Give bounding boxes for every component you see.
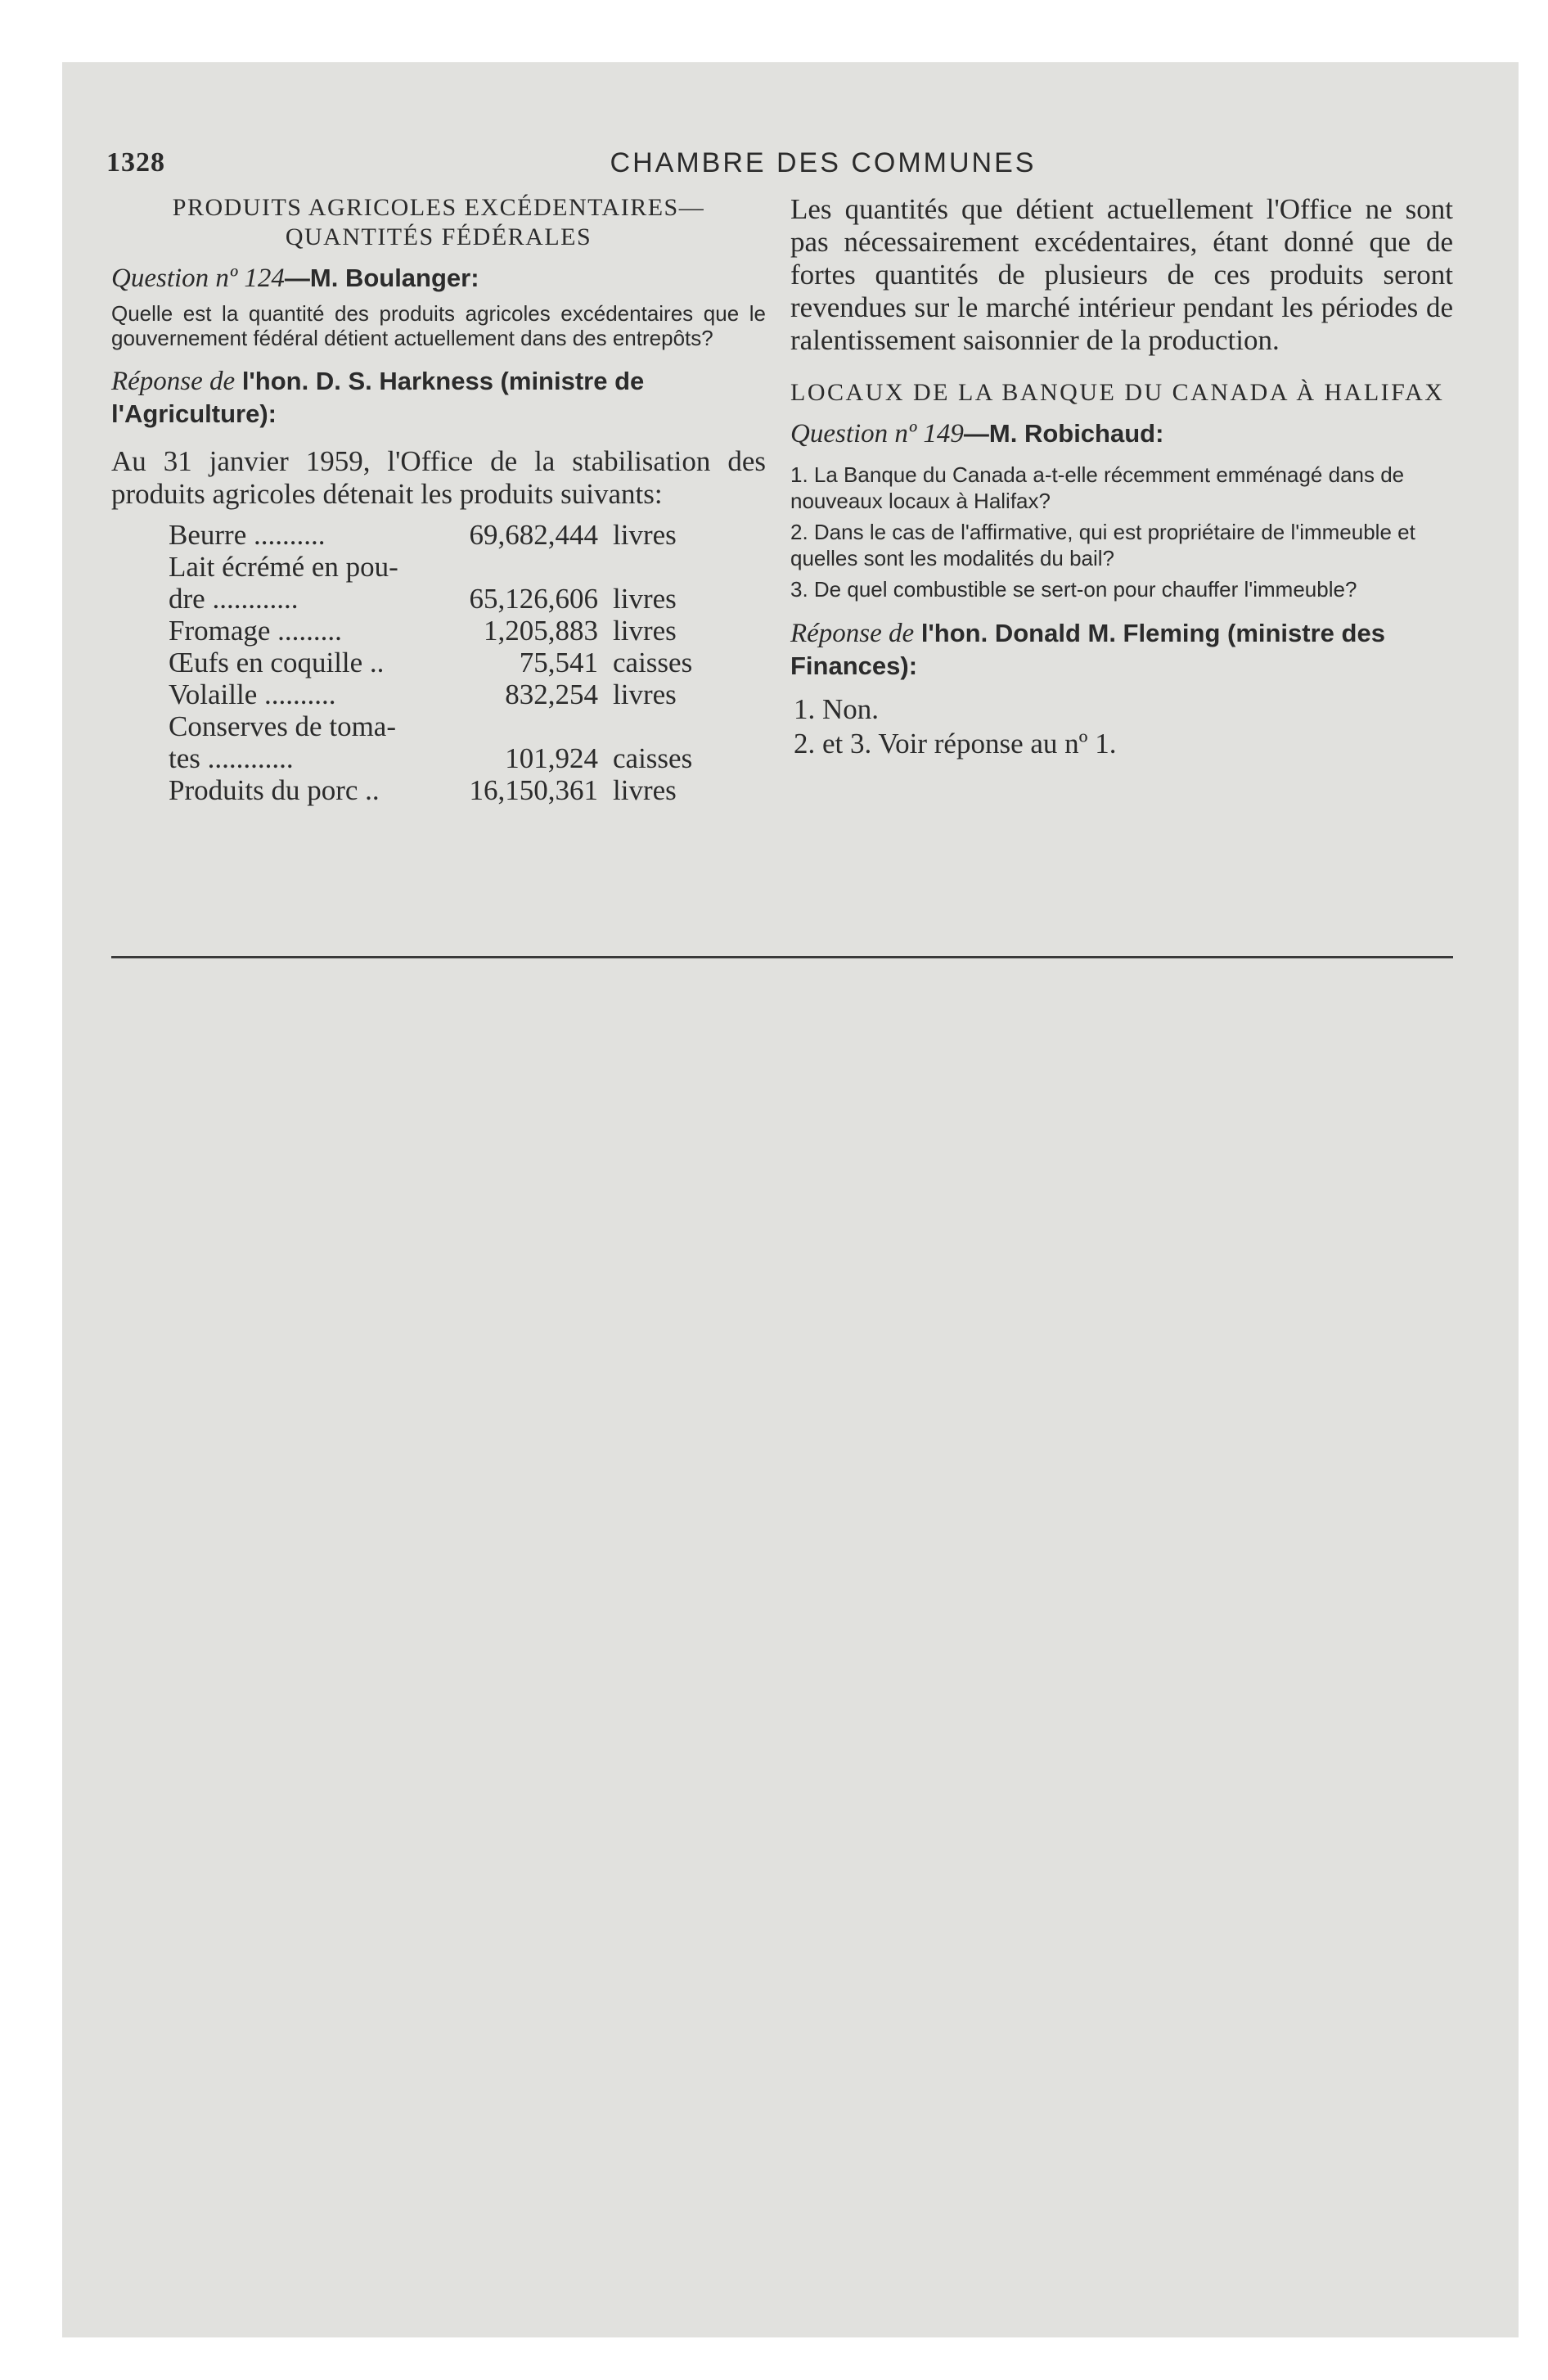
- section-heading-surplus: [111, 193, 766, 252]
- reply-124-intro: Au 31 janvier 1959, l'Office de la stabilisation des produits agricoles détenait les produits suivants:: [111, 445, 766, 510]
- inventory-quantity: [463, 710, 598, 742]
- inventory-row: [111, 551, 766, 583]
- inventory-row: [111, 742, 766, 774]
- question-124-text: Quelle est la quantité des produits agricoles excédentaires que le gouvernement fédéral détient actuellement dans des entrepôts?: [111, 301, 766, 350]
- question-asker: —M. Boulanger:: [284, 264, 479, 292]
- inventory-quantity: 65,126,606: [469, 583, 598, 615]
- question-item: 3. De quel combustible se sert-on pour chauffer l'immeuble?: [790, 577, 1357, 602]
- inventory-list: [111, 519, 766, 806]
- reply-124-continuation: Les quantités que détient actuellement l'Office ne sont pas nécessairement excédentaires, étant donné que de fortes quantités de plusieurs de ces produits seront revendues sur le marché intérieur pendant les périodes de ralentissement saisonnier de la production.: [790, 193, 1453, 356]
- inventory-quantity: 1,205,883: [484, 615, 598, 647]
- inventory-quantity: 75,541: [519, 647, 598, 678]
- heading-line-1: PRODUITS AGRICOLES EXCÉDENTAIRES—: [172, 194, 705, 221]
- question-149-line: [790, 417, 1453, 450]
- heading-line-2: QUANTITÉS FÉDÉRALES: [285, 223, 592, 250]
- inventory-row: [111, 519, 766, 551]
- section-divider: [111, 956, 1453, 958]
- inventory-item: Lait écrémé en pou-: [169, 551, 398, 583]
- inventory-unit: livres: [613, 774, 677, 806]
- section-heading-bank-halifax: LOCAUX DE LA BANQUE DU CANADA À HALIFAX: [790, 379, 1445, 406]
- question-item: 2. Dans le cas de l'affirmative, qui est propriétaire de l'immeuble et quelles sont les modalités du bail?: [790, 520, 1415, 570]
- inventory-unit: caisses: [613, 647, 693, 678]
- inventory-unit: livres: [613, 519, 677, 551]
- question-asker: —M. Robichaud:: [963, 419, 1164, 448]
- reply-label: Réponse de: [111, 367, 236, 396]
- reply-minister: l'hon. D. S. Harkness (ministre de l'Agriculture):: [111, 367, 645, 428]
- inventory-quantity: 101,924: [505, 742, 598, 774]
- inventory-unit: livres: [613, 678, 677, 710]
- inventory-unit: caisses: [613, 742, 693, 774]
- inventory-quantity: [463, 551, 598, 583]
- reply-label: Réponse de: [790, 619, 915, 648]
- inventory-row: [111, 647, 766, 678]
- inventory-row: [111, 678, 766, 710]
- answer-item: 2. et 3. Voir réponse au nº 1.: [794, 728, 1117, 760]
- inventory-item: Œufs en coquille ..: [169, 647, 385, 678]
- inventory-quantity: 832,254: [505, 678, 598, 710]
- left-column: [111, 193, 766, 806]
- inventory-item: tes ............: [169, 742, 294, 774]
- question-124-line: [111, 262, 766, 295]
- inventory-unit: livres: [613, 583, 677, 615]
- right-column: [790, 193, 1453, 761]
- reply-124-line: [111, 365, 766, 430]
- reply-minister: l'hon. Donald M. Fleming (ministre des Finances):: [790, 619, 1385, 680]
- inventory-unit: [598, 551, 613, 583]
- running-title: CHAMBRE DES COMMUNES: [610, 147, 1037, 178]
- answer-item: 1. Non.: [794, 693, 880, 725]
- question-label: Question nº 124: [111, 264, 285, 293]
- inventory-quantity: 69,682,444: [469, 519, 598, 551]
- question-label: Question nº 149: [790, 419, 964, 449]
- page-header: [62, 147, 1519, 188]
- question-149-items: [790, 462, 1453, 602]
- inventory-row: [111, 583, 766, 615]
- inventory-row: [111, 710, 766, 742]
- inventory-row: [111, 774, 766, 806]
- inventory-item: Conserves de toma-: [169, 710, 396, 742]
- inventory-quantity: 16,150,361: [469, 774, 598, 806]
- inventory-item: Produits du porc ..: [169, 774, 380, 806]
- reply-149-line: [790, 617, 1453, 683]
- inventory-item: Fromage .........: [169, 615, 342, 647]
- inventory-row: [111, 615, 766, 647]
- document-page: [62, 62, 1519, 2337]
- inventory-item: Volaille ..........: [169, 678, 336, 710]
- inventory-unit: [598, 710, 613, 742]
- reply-149-answers: [790, 692, 1453, 761]
- inventory-item: Beurre ..........: [169, 519, 326, 551]
- inventory-unit: livres: [613, 615, 677, 647]
- question-item: 1. La Banque du Canada a-t-elle récemment emménagé dans de nouveaux locaux à Halifax?: [790, 462, 1405, 513]
- page-number: 1328: [106, 147, 165, 178]
- inventory-item: dre ............: [169, 583, 299, 615]
